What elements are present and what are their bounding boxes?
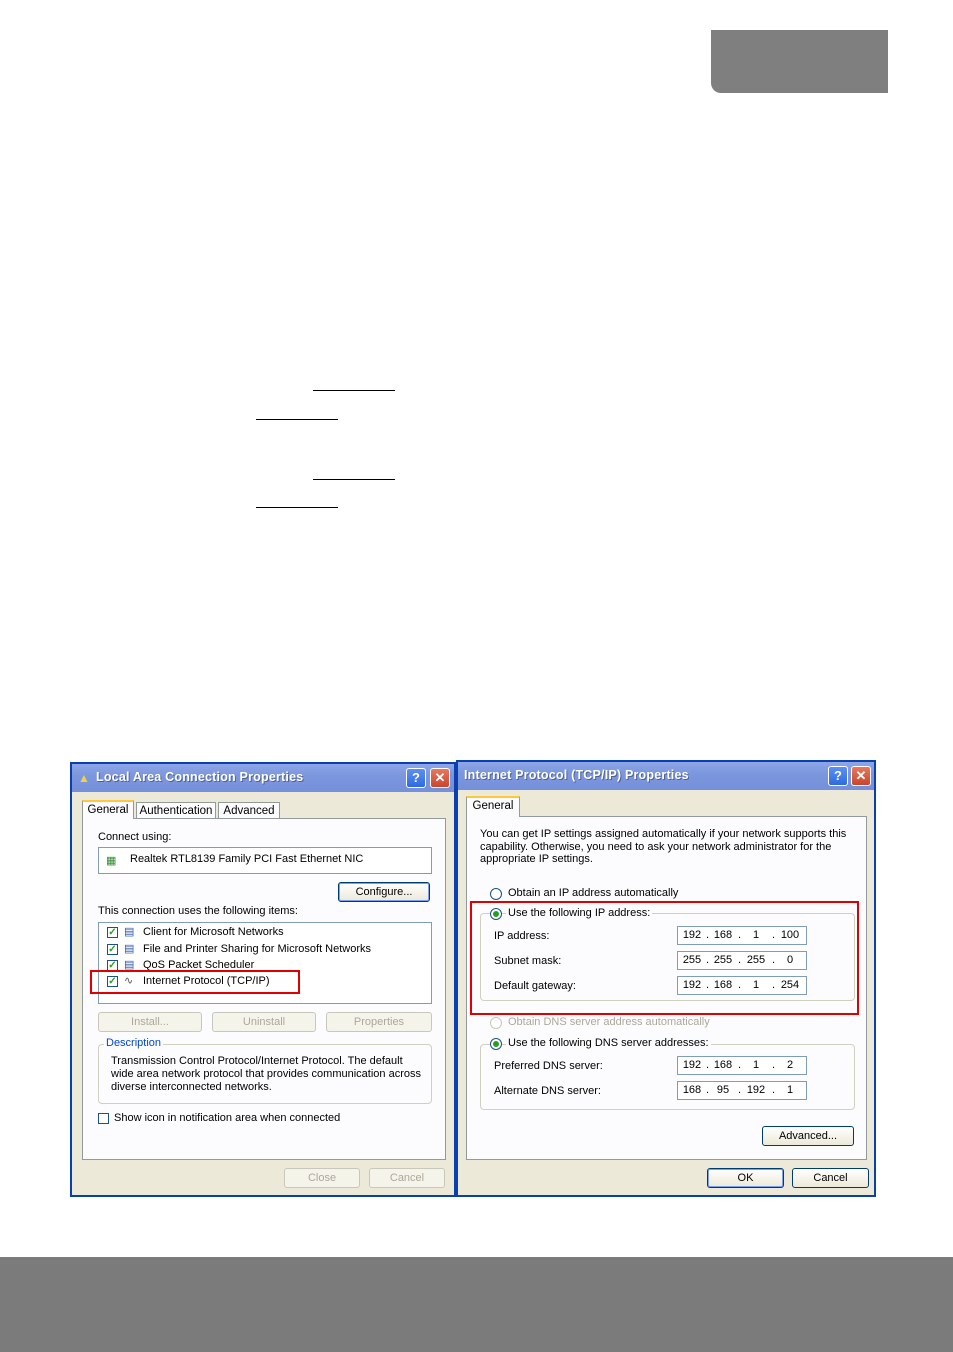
adns-octet-2[interactable]: 95: [716, 1084, 730, 1096]
item-label-2[interactable]: File and Printer Sharing for Microsoft Networks: [143, 943, 372, 955]
subnet-octet-3[interactable]: 255: [746, 954, 766, 966]
properties-button[interactable]: Properties: [326, 1012, 432, 1032]
ip-address-label: IP address:: [494, 930, 550, 942]
preferred-dns-input[interactable]: 192 . 168 . 1 . 2: [677, 1056, 807, 1075]
highlight-static-ip: [470, 901, 859, 1015]
adapter-box: [98, 847, 432, 874]
tab-advanced[interactable]: Advanced: [218, 802, 280, 818]
description-title: Description: [106, 1037, 162, 1049]
ip-octet-2[interactable]: 168: [713, 929, 733, 941]
ip-octet-1[interactable]: 192: [682, 929, 702, 941]
adapter-name: Realtek RTL8139 Family PCI Fast Ethernet NIC: [130, 853, 364, 865]
preferred-dns-label: Preferred DNS server:: [494, 1060, 603, 1072]
protocol-icon: ∿: [124, 975, 134, 987]
item-label-1[interactable]: Client for Microsoft Networks: [143, 926, 284, 938]
sharing-icon: ▤: [124, 943, 135, 955]
ip-address-input[interactable]: 192 . 168 . 1 . 100: [677, 926, 807, 945]
left-cancel-button[interactable]: Cancel: [369, 1168, 445, 1188]
network-icon: ▲: [78, 771, 90, 785]
adns-octet-3[interactable]: 192: [746, 1084, 766, 1096]
footer-bar: [0, 1257, 953, 1352]
subnet-octet-1[interactable]: 255: [682, 954, 702, 966]
ip-octet-4[interactable]: 100: [780, 929, 800, 941]
use-dns-radio[interactable]: [490, 1038, 502, 1050]
item-checkbox-4[interactable]: ✓: [108, 976, 117, 987]
obtain-dns-radio[interactable]: [490, 1017, 502, 1029]
subnet-octet-2[interactable]: 255: [713, 954, 733, 966]
highlight-tcpip-item: [90, 970, 300, 994]
show-icon-checkbox[interactable]: [98, 1113, 109, 1124]
install-button[interactable]: Install...: [98, 1012, 202, 1032]
right-cancel-button[interactable]: Cancel: [792, 1168, 869, 1188]
gateway-octet-1[interactable]: 192: [682, 979, 702, 991]
right-dialog-title: Internet Protocol (TCP/IP) Properties: [464, 768, 689, 782]
right-tab-general[interactable]: General: [466, 796, 520, 817]
underline-3: [313, 479, 395, 480]
item-checkbox-1[interactable]: ✓: [108, 927, 117, 938]
tcpip-properties-dialog: [456, 760, 876, 1197]
item-checkbox-2[interactable]: ✓: [108, 944, 117, 955]
default-gateway-input[interactable]: 192 . 168 . 1 . 254: [677, 976, 807, 995]
pdns-octet-3[interactable]: 1: [752, 1059, 760, 1071]
network-card-icon: ▦: [106, 855, 117, 867]
use-ip-label[interactable]: Use the following IP address:: [508, 907, 651, 919]
uninstall-button[interactable]: Uninstall: [212, 1012, 316, 1032]
right-help-button[interactable]: ?: [828, 766, 848, 786]
pdns-octet-2[interactable]: 168: [713, 1059, 733, 1071]
gateway-octet-3[interactable]: 1: [752, 979, 760, 991]
item-label-4[interactable]: Internet Protocol (TCP/IP): [143, 975, 270, 987]
left-dialog-title: Local Area Connection Properties: [96, 770, 304, 784]
intro-text: You can get IP settings assigned automatically if your network supports this capability. Otherwise, you need to ask your network administrator for the appropriate IP settings.: [480, 828, 847, 865]
subnet-mask-input[interactable]: 255 . 255 . 255 . 0: [677, 951, 807, 970]
alternate-dns-label: Alternate DNS server:: [494, 1085, 601, 1097]
subnet-octet-4[interactable]: 0: [786, 954, 794, 966]
pdns-octet-1[interactable]: 192: [682, 1059, 702, 1071]
underline-1: [313, 390, 395, 391]
help-button[interactable]: ?: [406, 768, 426, 788]
close-button[interactable]: Close: [284, 1168, 360, 1188]
qos-icon: ▤: [124, 959, 135, 971]
local-area-connection-dialog: [70, 762, 456, 1197]
subnet-mask-label: Subnet mask:: [494, 955, 562, 967]
right-titlebar: [458, 762, 874, 790]
obtain-dns-label[interactable]: Obtain DNS server address automatically: [508, 1016, 710, 1028]
right-close-window-button[interactable]: ✕: [851, 766, 871, 786]
use-dns-label[interactable]: Use the following DNS server addresses:: [508, 1037, 709, 1049]
gateway-octet-2[interactable]: 168: [713, 979, 733, 991]
default-gateway-label: Default gateway:: [494, 980, 576, 992]
alternate-dns-input[interactable]: 168 . 95 . 192 . 1: [677, 1081, 807, 1100]
items-label: This connection uses the following items:: [98, 905, 298, 917]
item-label-3[interactable]: QoS Packet Scheduler: [143, 959, 255, 971]
underline-2: [256, 419, 338, 420]
ip-octet-3[interactable]: 1: [752, 929, 760, 941]
close-window-button[interactable]: ✕: [430, 768, 450, 788]
client-icon: ▤: [124, 926, 135, 938]
connect-using-label: Connect using:: [98, 831, 172, 843]
ok-button[interactable]: OK: [707, 1168, 784, 1188]
dns-group: [480, 1044, 855, 1110]
tab-authentication[interactable]: Authentication: [136, 802, 216, 818]
left-titlebar: [72, 764, 454, 792]
header-tab-block: [711, 30, 888, 93]
advanced-button[interactable]: Advanced...: [762, 1126, 854, 1146]
underline-4: [256, 507, 338, 508]
tab-general[interactable]: General: [82, 800, 134, 819]
gateway-octet-4[interactable]: 254: [780, 979, 800, 991]
obtain-ip-label[interactable]: Obtain an IP address automatically: [508, 887, 679, 899]
show-icon-label[interactable]: Show icon in notification area when connected: [114, 1112, 341, 1124]
item-checkbox-3[interactable]: ✓: [108, 960, 117, 971]
configure-button[interactable]: Configure...: [338, 882, 430, 902]
adns-octet-4[interactable]: 1: [786, 1084, 794, 1096]
obtain-ip-radio[interactable]: [490, 888, 502, 900]
adns-octet-1[interactable]: 168: [682, 1084, 702, 1096]
pdns-octet-4[interactable]: 2: [786, 1059, 794, 1071]
description-text: Transmission Control Protocol/Internet Protocol. The default wide area network protocol that provides communication across diverse interconnected networks.: [111, 1055, 421, 1091]
